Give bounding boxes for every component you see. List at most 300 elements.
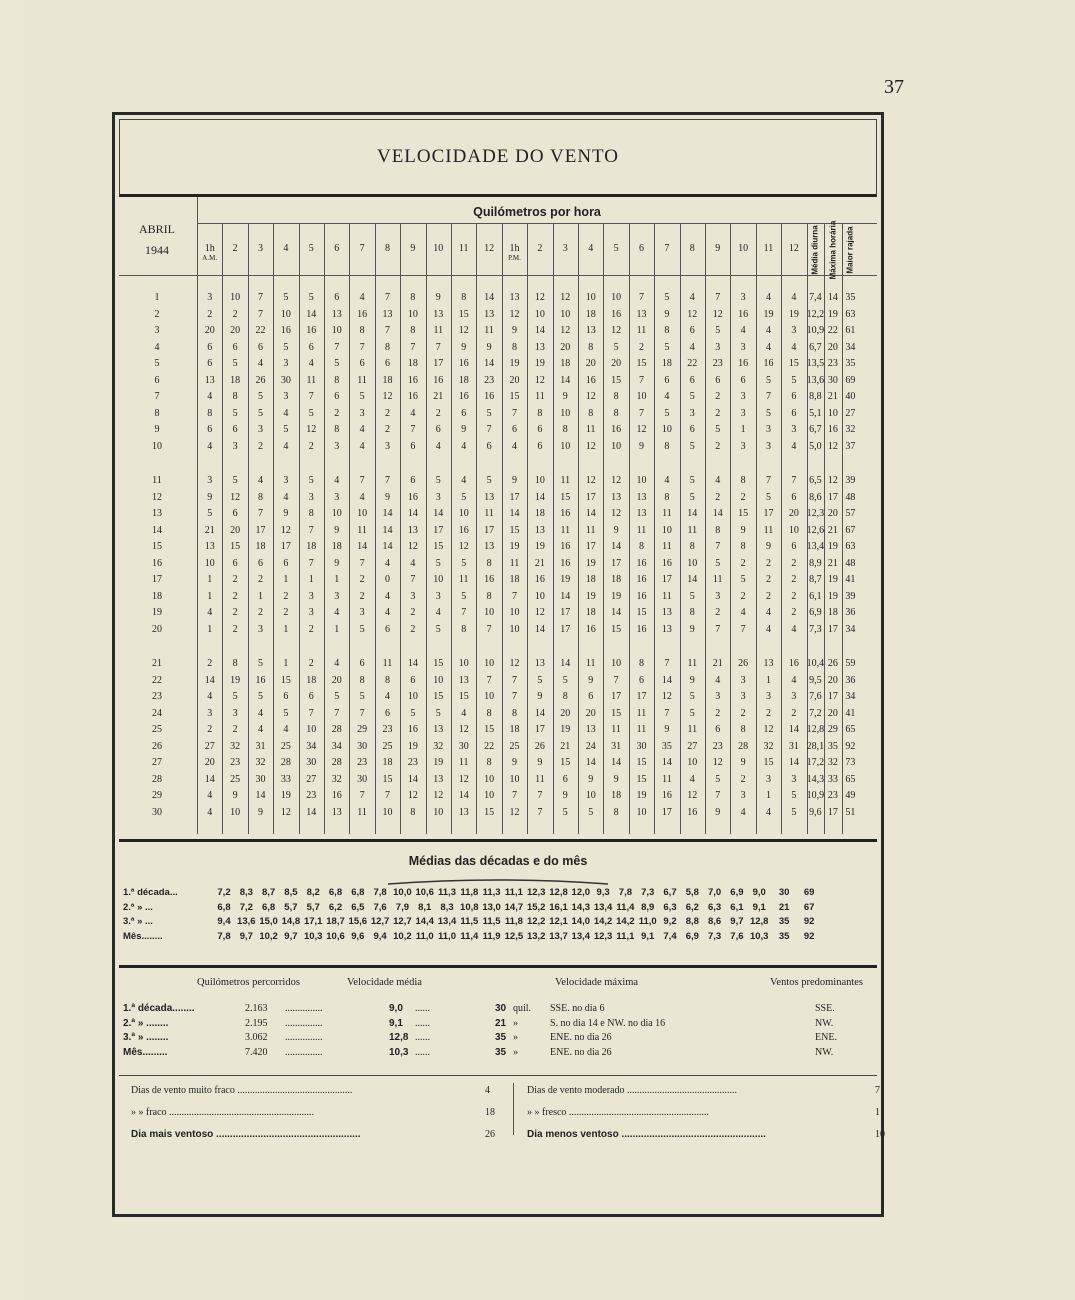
table-cell: 10 bbox=[509, 607, 520, 618]
table-cell: 21 bbox=[560, 740, 571, 752]
table-cell: 3 bbox=[740, 790, 746, 801]
table-cell: 11 bbox=[636, 724, 647, 735]
table-cell: 6 bbox=[207, 424, 213, 435]
summary-max: 21 bbox=[495, 1017, 507, 1029]
table-cell: 3 bbox=[283, 391, 289, 402]
table-cell: 6 bbox=[359, 658, 365, 669]
table-cell: 6 bbox=[410, 475, 416, 486]
table-cell: 5 bbox=[689, 440, 695, 452]
table-cell: 11 bbox=[357, 374, 367, 386]
table-cell: 3 bbox=[308, 491, 314, 503]
decade-cell: 11,0 bbox=[415, 930, 434, 942]
decade-cell: 35 bbox=[778, 930, 790, 942]
table-cell: 7 bbox=[384, 790, 390, 801]
table-cell: 4 bbox=[689, 773, 695, 785]
stat-label: Dias de vento muito fraco .............................................. bbox=[131, 1085, 353, 1096]
table-cell: 6 bbox=[791, 541, 797, 552]
decade-cell: 6,8 bbox=[328, 887, 343, 898]
table-cell: 35 bbox=[661, 740, 672, 752]
table-cell: 13 bbox=[204, 374, 215, 386]
table-cell: 19 bbox=[280, 790, 291, 801]
table-cell: 2 bbox=[791, 590, 797, 602]
table-cell: 8 bbox=[613, 391, 619, 402]
table-cell: 5 bbox=[232, 691, 238, 702]
table-cell: 7 bbox=[486, 623, 492, 635]
table-cell: 10 bbox=[484, 607, 495, 618]
table-cell: 8 bbox=[359, 325, 365, 336]
table-cell: 4 bbox=[384, 590, 390, 602]
header-bottom-rule bbox=[119, 275, 877, 276]
table-cell: 14 bbox=[611, 541, 622, 552]
decade-cell: 12,0 bbox=[571, 887, 591, 898]
table-cell: 8 bbox=[410, 325, 416, 336]
table-cell: 12 bbox=[636, 424, 647, 435]
table-cell: 16 bbox=[585, 374, 596, 386]
table-cell: 30 bbox=[458, 740, 469, 752]
table-cell: 32 bbox=[230, 740, 241, 752]
table-cell: 8 bbox=[689, 607, 695, 618]
table-cell: 3 bbox=[765, 773, 771, 785]
table-cell: 6,7 bbox=[809, 341, 822, 353]
table-cell: 20 bbox=[331, 674, 342, 686]
decade-cell: 14,0 bbox=[571, 916, 591, 927]
table-cell: 17 bbox=[560, 607, 571, 618]
table-cell: 20 bbox=[788, 508, 799, 519]
table-cell: 20 bbox=[827, 707, 838, 719]
table-cell: 6 bbox=[410, 674, 416, 686]
table-cell: 14 bbox=[560, 658, 571, 669]
table-cell: 17 bbox=[827, 691, 838, 702]
table-cell: 2 bbox=[740, 773, 746, 785]
summary-km: 3.062 bbox=[245, 1032, 268, 1043]
table-cell: 7 bbox=[715, 541, 721, 552]
decade-cell: 9,7 bbox=[239, 930, 253, 942]
table-cell: 8 bbox=[613, 407, 619, 419]
table-cell: 2 bbox=[765, 557, 771, 569]
table-cell: 3 bbox=[740, 292, 746, 303]
decade-cell: 9,2 bbox=[663, 916, 677, 927]
table-cell: 19 bbox=[560, 574, 571, 585]
table-cell: 1 bbox=[334, 574, 340, 585]
table-cell: 21 bbox=[827, 524, 838, 536]
table-cell: 28 bbox=[280, 757, 291, 768]
day-number: 6 bbox=[154, 374, 160, 386]
table-cell: 2 bbox=[232, 590, 238, 602]
table-cell: 13 bbox=[763, 658, 774, 669]
table-cell: 5,0 bbox=[809, 440, 822, 452]
table-cell: 4 bbox=[740, 806, 746, 818]
decade-cell: 6,9 bbox=[685, 930, 699, 942]
table-cell: 2 bbox=[232, 607, 238, 618]
table-cell: 10 bbox=[230, 806, 241, 818]
table-cell: 6 bbox=[359, 358, 365, 369]
table-cell: 35 bbox=[845, 358, 856, 369]
decade-label: Mês........ bbox=[123, 930, 163, 942]
table-cell: 31 bbox=[611, 740, 622, 752]
table-cell: 13 bbox=[407, 524, 418, 536]
table-cell: 18 bbox=[534, 508, 545, 519]
swash-ornament bbox=[388, 878, 608, 886]
table-cell: 4 bbox=[283, 491, 289, 503]
table-cell: 10 bbox=[458, 658, 469, 669]
hour-header: 11 bbox=[458, 243, 469, 254]
table-cell: 15 bbox=[738, 508, 749, 519]
table-cell: 3 bbox=[791, 424, 797, 435]
table-cell: 41 bbox=[845, 707, 856, 719]
decade-cell: 10,6 bbox=[415, 887, 434, 898]
stat-value: 7 bbox=[875, 1085, 880, 1096]
table-cell: 12 bbox=[560, 292, 571, 303]
table-cell: 20 bbox=[827, 674, 838, 686]
table-cell: 10 bbox=[484, 773, 495, 785]
table-cell: 9 bbox=[435, 292, 441, 303]
table-cell: 13 bbox=[534, 658, 545, 669]
table-cell: 4 bbox=[308, 358, 314, 369]
table-cell: 2 bbox=[715, 491, 721, 503]
table-cell: 19 bbox=[827, 541, 838, 552]
table-cell: 5 bbox=[359, 623, 365, 635]
table-cell: 6 bbox=[384, 623, 390, 635]
table-cell: 18 bbox=[306, 674, 317, 686]
table-cell: 19 bbox=[534, 358, 545, 369]
table-cell: 16 bbox=[636, 623, 647, 635]
table-cell: 3 bbox=[435, 491, 441, 503]
table-cell: 9 bbox=[334, 557, 340, 569]
summary-km: 2.195 bbox=[245, 1017, 268, 1029]
decade-cell: 11,3 bbox=[482, 887, 501, 898]
page-number: 37 bbox=[884, 76, 904, 98]
table-cell: 3 bbox=[334, 440, 340, 452]
table-cell: 11 bbox=[509, 557, 520, 569]
stat-label: » » fraco .......................................................... bbox=[131, 1107, 315, 1118]
summary-col-header: Maior rajada bbox=[845, 226, 855, 274]
stat-value: 4 bbox=[485, 1085, 490, 1096]
table-cell: 22 bbox=[687, 358, 698, 369]
table-cell: 10 bbox=[687, 757, 698, 768]
day-number: 8 bbox=[154, 407, 160, 419]
stats-divider bbox=[513, 1083, 514, 1135]
table-cell: 4 bbox=[283, 724, 289, 735]
table-cell: 13 bbox=[534, 341, 545, 353]
summary-pred: NW. bbox=[815, 1046, 834, 1058]
table-cell: 2 bbox=[232, 724, 238, 735]
decade-row bbox=[123, 931, 873, 944]
decade-cell: 11,5 bbox=[482, 916, 501, 927]
table-cell: 7 bbox=[308, 524, 314, 536]
table-cell: 4 bbox=[257, 475, 263, 486]
table-cell: 6,1 bbox=[809, 590, 822, 602]
decade-cell: 8,9 bbox=[641, 901, 655, 913]
table-cell: 5 bbox=[207, 508, 213, 519]
table-cell: 6 bbox=[664, 374, 670, 386]
table-cell: 6 bbox=[410, 440, 416, 452]
table-cell: 6 bbox=[207, 358, 213, 369]
table-cell: 10 bbox=[560, 308, 571, 320]
table-cell: 34 bbox=[845, 691, 856, 702]
decade-cell: 15,0 bbox=[259, 916, 278, 927]
table-cell: 5 bbox=[308, 475, 314, 486]
table-cell: 30 bbox=[827, 374, 838, 386]
day-number: 5 bbox=[154, 358, 160, 369]
decade-cell: 6,2 bbox=[685, 901, 699, 913]
table-cell: 10 bbox=[331, 508, 342, 519]
table-cell: 6 bbox=[791, 407, 797, 419]
table-cell: 2 bbox=[359, 590, 365, 602]
table-frame bbox=[112, 112, 884, 1217]
table-cell: 5 bbox=[740, 574, 746, 585]
table-cell: 28,1 bbox=[806, 740, 825, 752]
table-cell: 5 bbox=[613, 341, 619, 353]
table-cell: 63 bbox=[845, 541, 856, 552]
decade-label: 3.ª » ... bbox=[123, 916, 153, 927]
table-cell: 18 bbox=[382, 374, 393, 386]
table-cell: 2 bbox=[384, 424, 390, 435]
table-cell: 3 bbox=[308, 607, 314, 618]
table-cell: 57 bbox=[845, 508, 856, 519]
table-cell: 23 bbox=[357, 757, 368, 768]
table-cell: 5 bbox=[765, 374, 771, 386]
table-cell: 11 bbox=[636, 325, 647, 336]
table-cell: 6 bbox=[689, 325, 695, 336]
table-cell: 25 bbox=[280, 740, 291, 752]
table-cell: 5 bbox=[791, 790, 797, 801]
table-cell: 10 bbox=[407, 691, 418, 702]
table-cell: 11 bbox=[357, 806, 367, 818]
table-cell: 5 bbox=[334, 358, 340, 369]
table-cell: 11 bbox=[535, 391, 545, 402]
table-cell: 12 bbox=[458, 773, 469, 785]
table-cell: 1 bbox=[308, 574, 314, 585]
day-number: 4 bbox=[154, 341, 160, 353]
table-cell: 9 bbox=[613, 524, 619, 536]
table-cell: 23 bbox=[484, 374, 495, 386]
table-cell: 2 bbox=[384, 407, 390, 419]
table-cell: 1 bbox=[207, 574, 213, 585]
table-cell: 5 bbox=[283, 341, 289, 353]
table-cell: 9 bbox=[638, 440, 644, 452]
table-cell: 2 bbox=[232, 574, 238, 585]
summary-dots: ...... bbox=[415, 1032, 430, 1043]
table-cell: 19 bbox=[534, 541, 545, 552]
table-cell: 7,4 bbox=[809, 292, 822, 303]
table-cell: 4 bbox=[765, 292, 771, 303]
table-cell: 6 bbox=[257, 557, 263, 569]
day-number: 3 bbox=[154, 325, 160, 336]
table-cell: 15 bbox=[611, 623, 622, 635]
decade-cell: 14,7 bbox=[504, 901, 524, 913]
table-cell: 8,8 bbox=[809, 391, 822, 402]
day-number: 28 bbox=[152, 773, 162, 785]
table-cell: 8 bbox=[664, 325, 670, 336]
table-cell: 7 bbox=[511, 674, 517, 686]
day-number: 12 bbox=[152, 491, 162, 503]
summary-label: 1.ª década........ bbox=[123, 1003, 195, 1014]
table-cell: 20 bbox=[509, 374, 520, 386]
table-cell: 2 bbox=[207, 724, 213, 735]
table-cell: 11 bbox=[382, 658, 393, 669]
table-cell: 19 bbox=[611, 590, 622, 602]
decade-cell: 18,7 bbox=[326, 916, 345, 927]
hour-header: 11 bbox=[763, 243, 774, 254]
day-number: 2 bbox=[154, 308, 160, 320]
table-cell: 7 bbox=[511, 691, 517, 702]
table-cell: 2 bbox=[232, 623, 238, 635]
table-cell: 18 bbox=[585, 308, 596, 320]
table-cell: 9 bbox=[283, 508, 289, 519]
hour-header: 6 bbox=[334, 243, 340, 254]
table-cell: 3 bbox=[715, 590, 721, 602]
table-cell: 15 bbox=[433, 658, 444, 669]
table-cell: 20 bbox=[204, 757, 215, 768]
table-cell: 20 bbox=[560, 341, 571, 353]
table-cell: 2 bbox=[765, 590, 771, 602]
decade-cell: 11,8 bbox=[460, 887, 479, 898]
hour-header: 2 bbox=[537, 243, 543, 254]
table-cell: 17 bbox=[611, 557, 622, 569]
day-number: 29 bbox=[152, 790, 162, 801]
decade-cell: 9,4 bbox=[373, 930, 387, 942]
summary-max: 35 bbox=[495, 1032, 507, 1043]
table-cell: 14 bbox=[687, 508, 698, 519]
table-cell: 23 bbox=[712, 358, 723, 369]
table-cell: 12 bbox=[230, 491, 241, 503]
table-cell: 10 bbox=[407, 308, 418, 320]
table-cell: 6 bbox=[207, 341, 213, 353]
table-cell: 15 bbox=[636, 607, 647, 618]
table-cell: 29 bbox=[827, 724, 838, 735]
table-cell: 8 bbox=[588, 407, 594, 419]
table-cell: 10 bbox=[611, 292, 622, 303]
table-cell: 16 bbox=[788, 658, 799, 669]
table-cell: 10 bbox=[636, 475, 647, 486]
day-number: 23 bbox=[152, 691, 162, 702]
table-cell: 7 bbox=[511, 590, 517, 602]
table-cell: 19 bbox=[585, 590, 596, 602]
table-cell: 34 bbox=[845, 341, 856, 353]
summary-km: 7.420 bbox=[245, 1046, 268, 1058]
table-cell: 3 bbox=[232, 440, 238, 452]
decade-cell: 10,2 bbox=[393, 930, 412, 942]
table-cell: 3 bbox=[791, 325, 797, 336]
table-cell: 5 bbox=[359, 691, 365, 702]
decade-cell: 69 bbox=[803, 887, 815, 898]
table-cell: 10 bbox=[230, 292, 241, 303]
table-cell: 8 bbox=[588, 341, 594, 353]
month-label: ABRIL bbox=[139, 222, 175, 236]
table-cell: 13 bbox=[534, 524, 545, 536]
table-cell: 7 bbox=[308, 707, 314, 719]
table-cell: 8 bbox=[486, 757, 492, 768]
table-cell: 10 bbox=[433, 674, 444, 686]
table-cell: 8 bbox=[232, 391, 238, 402]
table-cell: 7 bbox=[715, 292, 721, 303]
table-cell: 3 bbox=[765, 424, 771, 435]
hour-header: 8 bbox=[384, 243, 390, 254]
table-cell: 5 bbox=[765, 407, 771, 419]
table-cell: 33 bbox=[280, 773, 291, 785]
table-cell: 5 bbox=[461, 590, 467, 602]
table-cell: 7 bbox=[410, 424, 416, 435]
table-cell: 4 bbox=[257, 724, 263, 735]
table-cell: 10 bbox=[534, 590, 545, 602]
table-cell: 34 bbox=[331, 740, 342, 752]
table-cell: 8 bbox=[461, 623, 467, 635]
table-cell: 29 bbox=[357, 724, 368, 735]
table-cell: 6 bbox=[283, 557, 289, 569]
day-number: 27 bbox=[152, 757, 162, 768]
table-cell: 6 bbox=[486, 440, 492, 452]
table-cell: 16 bbox=[738, 308, 749, 320]
table-cell: 4 bbox=[334, 607, 340, 618]
table-cell: 16 bbox=[560, 508, 571, 519]
table-cell: 12 bbox=[433, 790, 444, 801]
table-cell: 2 bbox=[410, 623, 416, 635]
decade-cell: 67 bbox=[803, 901, 815, 913]
table-cell: 23 bbox=[712, 740, 723, 752]
table-cell: 2 bbox=[435, 407, 441, 419]
table-cell: 17 bbox=[433, 524, 444, 536]
hour-header: 1h P.M. bbox=[508, 243, 521, 262]
table-cell: 16 bbox=[357, 308, 368, 320]
table-cell: 14 bbox=[534, 707, 545, 719]
table-cell: 5,1 bbox=[809, 407, 822, 419]
table-cell: 18 bbox=[585, 574, 596, 585]
decade-cell: 7,3 bbox=[641, 887, 655, 898]
table-cell: 7 bbox=[461, 607, 467, 618]
decade-cell: 12,8 bbox=[749, 916, 769, 927]
table-cell: 18 bbox=[255, 541, 266, 552]
table-cell: 14 bbox=[255, 790, 266, 801]
summary-km: 2.163 bbox=[245, 1003, 268, 1014]
table-cell: 8,9 bbox=[809, 557, 822, 569]
table-cell: 32 bbox=[331, 773, 342, 785]
table-cell: 8 bbox=[384, 674, 390, 686]
table-cell: 15 bbox=[763, 757, 774, 768]
table-cell: 15 bbox=[433, 541, 444, 552]
table-cell: 4 bbox=[435, 607, 441, 618]
table-cell: 9 bbox=[511, 475, 517, 486]
table-cell: 8 bbox=[486, 590, 492, 602]
page-title: VELOCIDADE DO VENTO bbox=[376, 146, 620, 167]
table-cell: 3 bbox=[791, 691, 797, 702]
table-cell: 2 bbox=[715, 407, 721, 419]
table-cell: 8 bbox=[638, 541, 644, 552]
summary-header: Velocidade média bbox=[347, 977, 422, 988]
table-cell: 10 bbox=[661, 524, 672, 536]
summary-dots: ...... bbox=[415, 1046, 430, 1058]
table-cell: 7 bbox=[334, 341, 340, 353]
table-cell: 9 bbox=[537, 757, 543, 768]
stat-label: Dia mais ventoso .................................................... bbox=[131, 1129, 361, 1140]
table-cell: 12 bbox=[280, 806, 291, 818]
day-number: 15 bbox=[152, 541, 162, 552]
summary-media: 9,0 bbox=[389, 1003, 403, 1014]
table-cell: 17 bbox=[534, 724, 545, 735]
decade-cell: 12,2 bbox=[526, 916, 546, 927]
table-cell: 5 bbox=[308, 407, 314, 419]
table-cell: 13 bbox=[331, 806, 342, 818]
day-number: 9 bbox=[154, 424, 160, 435]
table-cell: 17 bbox=[255, 524, 266, 536]
table-cell: 12 bbox=[661, 691, 672, 702]
table-cell: 20 bbox=[230, 524, 241, 536]
table-cell: 10 bbox=[382, 806, 393, 818]
table-cell: 3 bbox=[359, 607, 365, 618]
table-cell: 11 bbox=[535, 773, 545, 785]
table-cell: 6 bbox=[232, 341, 238, 353]
summary-dots: ............... bbox=[285, 1046, 323, 1058]
table-cell: 2 bbox=[308, 440, 314, 452]
